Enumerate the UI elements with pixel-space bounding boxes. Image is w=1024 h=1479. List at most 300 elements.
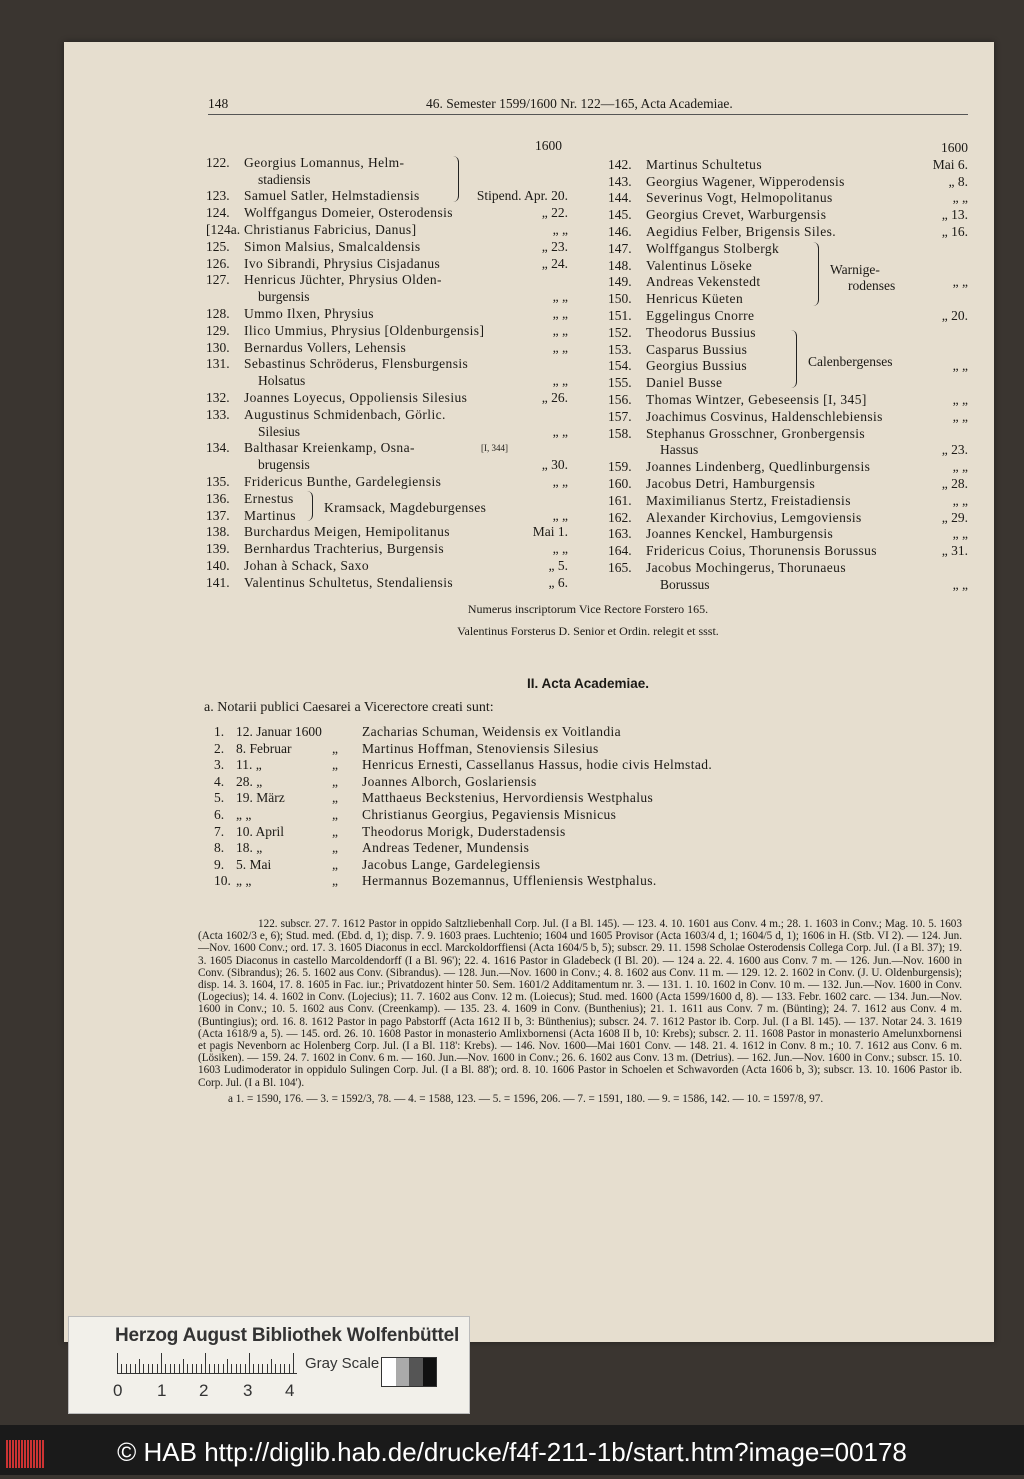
entry-name: Wolffgangus Stolbergk [646, 240, 780, 256]
entry-name: Jacobus Detri, Hamburgensis [646, 475, 816, 491]
entry-number: 141. [206, 574, 230, 590]
entry-number: 155. [608, 375, 632, 391]
copyright-text: © HAB http://diglib.hab.de/drucke/f4f-211-1b/start.htm?image=00178 [117, 1437, 907, 1467]
notarius-name: Christianus Georgius, Pegaviensis Misnicus [362, 806, 617, 822]
footnote-acta: a 1. = 1590, 176. — 3. = 1592/3, 78. — 4. = 1588, 123. — 5. = 1596, 206. — 7. = 1591, 180. — 9. = 1586, 142. — 10. = 1597/8, 97. [228, 1092, 824, 1105]
entry-row [206, 222, 568, 239]
ruler-tick [148, 1364, 149, 1373]
entry-number: 134. [206, 440, 230, 456]
entry-number: 136. [206, 490, 230, 506]
entry-row [608, 426, 968, 443]
entry-number: 162. [608, 509, 632, 525]
notarius-ditto: „ [332, 840, 338, 856]
ruler-tick [130, 1364, 131, 1373]
entry-name: Georgius Lomannus, Helm- [244, 154, 405, 170]
entry-row [206, 440, 568, 457]
entry-number: 157. [608, 408, 632, 424]
entry-name: Valentinus Schultetus, Stendaliensis [244, 574, 454, 590]
entry-name: Ernestus [244, 490, 294, 506]
entry-row [206, 306, 568, 323]
entry-row [608, 526, 968, 543]
notarius-row [214, 741, 814, 758]
entry-row [608, 510, 968, 527]
entry-row [608, 476, 968, 493]
entry-date: „ 6. [548, 574, 568, 590]
entry-name: Simon Malsius, Smalcaldensis [244, 238, 421, 254]
entry-number: 135. [206, 473, 230, 489]
entry-date: „ „ [552, 473, 568, 489]
entry-name: Eggelingus Cnorre [646, 307, 755, 323]
entry-row [206, 524, 568, 541]
notarius-ditto: „ [332, 823, 338, 839]
entry-row [206, 558, 568, 575]
entry-row [206, 172, 568, 189]
entry-date: „ „ [552, 507, 568, 523]
entry-number: 133. [206, 406, 230, 422]
entry-name: Christianus Fabricius, Danus] [244, 221, 417, 237]
entry-name: Joannes Loyecus, Oppoliensis Silesius [244, 389, 468, 405]
entry-name: Sebastinus Schröderus, Flensburgensis [244, 356, 469, 372]
entry-name: Casparus Bussius [646, 341, 748, 357]
notarius-row [214, 724, 814, 741]
entry-date: „ 5. [548, 557, 568, 573]
notarius-name: Theodorus Morigk, Duderstadensis [362, 823, 566, 839]
entry-name: Henricus Jüchter, Phrysius Olden- [244, 272, 442, 288]
ruler-tick [126, 1364, 127, 1373]
entry-name: Theodorus Bussius [646, 324, 756, 340]
entry-name: Henricus Küeten [646, 291, 744, 307]
entry-row [608, 409, 968, 426]
ruler-tick [196, 1364, 197, 1373]
entry-row [206, 205, 568, 222]
entry-row [608, 190, 968, 207]
notarius-row [214, 774, 814, 791]
ruler-tick [165, 1364, 166, 1373]
entry-row [206, 256, 568, 273]
entry-row [608, 157, 968, 174]
entry-number: 149. [608, 274, 632, 290]
entry-row [206, 356, 568, 373]
entry-number: 131. [206, 356, 230, 372]
entry-name: Holsatus [258, 373, 306, 389]
notarius-row [214, 824, 814, 841]
entry-name: Thomas Wintzer, Gebeseensis [I, 345] [646, 391, 867, 407]
entry-number: 132. [206, 389, 230, 405]
notarius-name: Hermannus Bozemannus, Uffleniensis Westphalus. [362, 873, 657, 889]
notarius-name: Andreas Tedener, Mundensis [362, 840, 530, 856]
ruler-tick [280, 1364, 281, 1373]
notarius-ditto: „ [332, 773, 338, 789]
entry-name: burgensis [258, 289, 310, 305]
ruler-tick [135, 1364, 136, 1373]
entry-row [608, 342, 968, 359]
header-title: 46. Semester 1599/1600 Nr. 122—165, Acta Academiae. [426, 96, 733, 111]
entry-name: Ummo Ilxen, Phrysius [244, 305, 374, 321]
notarius-number: 5. [214, 790, 225, 806]
entry-date: „ 13. [941, 207, 968, 223]
notarius-date: 19. März [236, 790, 285, 806]
entry-row [608, 375, 968, 392]
entry-date: „ „ [552, 221, 568, 237]
entry-number: 128. [206, 305, 230, 321]
entry-number: 124. [206, 205, 230, 221]
ruler-tick [249, 1353, 250, 1373]
entry-name: Fridericus Coius, Thorunensis Borussus [646, 543, 877, 559]
entry-name: Martinus Schultetus [646, 156, 762, 172]
warnige-bracket [812, 242, 819, 306]
rodenses-label: rodenses [848, 278, 896, 293]
entry-row [206, 340, 568, 357]
entry-number: 152. [608, 324, 632, 340]
entry-name: Severinus Vogt, Helmopolitanus [646, 190, 833, 206]
entry-date: Mai 6. [932, 156, 968, 172]
notarius-date: 11. „ [236, 757, 262, 773]
notarius-ditto: „ [332, 856, 338, 872]
entry-number: 123. [206, 188, 230, 204]
barcode-icon [6, 1440, 48, 1468]
entry-number: 122. [206, 154, 230, 170]
entry-name: Aegidius Felber, Brigensis Siles. [646, 223, 837, 239]
entry-date: „ „ [952, 358, 968, 374]
ruler-tick [262, 1364, 263, 1373]
relegit-note: Valentinus Forsterus D. Senior et Ordin. relegit et ssst. [457, 624, 719, 638]
notarius-number: 9. [214, 856, 225, 872]
ruler-tick [258, 1364, 259, 1373]
notarius-name: Martinus Hoffman, Stenoviensis Silesius [362, 740, 599, 756]
calenberg-bracket [790, 330, 797, 388]
entry-name: Georgius Bussius [646, 358, 748, 374]
entry-number: 145. [608, 207, 632, 223]
entry-row [608, 493, 968, 510]
entry-row [608, 325, 968, 342]
entry-row [608, 577, 968, 594]
entry-number: 125. [206, 238, 230, 254]
ruler-tick [139, 1359, 140, 1373]
numerus-note: Numerus inscriptorum Vice Rectore Forstero 165. [467, 602, 709, 616]
entry-number: 164. [608, 543, 632, 559]
notarius-name: Henricus Ernesti, Cassellanus Hassus, hodie civis Helmstad. [362, 757, 713, 773]
entry-date: [I, 344] [481, 443, 508, 454]
right-column [608, 140, 968, 594]
entry-date: „ 22. [541, 205, 568, 221]
notarius-date: 18. „ [236, 840, 263, 856]
entry-row [206, 390, 568, 407]
notarius-row [214, 807, 814, 824]
notarius-row [214, 757, 814, 774]
entry-row [206, 155, 568, 172]
notarius-number: 2. [214, 740, 225, 756]
entry-row [608, 442, 968, 459]
kramsack-label: Kramsack, Magdeburgenses [324, 500, 487, 515]
notarius-date: „ „ [236, 806, 252, 822]
entry-name: Joachimus Cosvinus, Haldenschlebiensis [646, 408, 883, 424]
entry-name: Stephanus Grosschner, Gronbergensis [646, 425, 866, 441]
subsection-title: a. Notarii publici Caesarei a Vicerectore creati sunt: [204, 700, 494, 715]
right-year: 1600 [941, 140, 968, 155]
entry-name: Valentinus Löseke [646, 257, 753, 273]
ruler-tick [157, 1364, 158, 1373]
entry-name: Fridericus Bunthe, Gardelegiensis [244, 473, 442, 489]
notarius-date: 10. April [236, 823, 285, 839]
entry-date: „ „ [952, 492, 968, 508]
notarius-number: 8. [214, 840, 225, 856]
notarius-number: 4. [214, 773, 225, 789]
ruler-tick [152, 1364, 153, 1373]
ruler-tick [192, 1364, 193, 1373]
notarius-date: 5. Mai [236, 856, 272, 872]
notarius-date: 8. Februar [236, 740, 292, 756]
entry-row [206, 424, 568, 441]
entry-number: 148. [608, 257, 632, 273]
entry-date: „ „ [952, 190, 968, 206]
ruler-tick [121, 1364, 122, 1373]
ruler-tick [284, 1364, 285, 1373]
kramsack-bracket [306, 491, 313, 521]
entry-number: 144. [608, 190, 632, 206]
entry-name: Daniel Busse [646, 375, 723, 391]
entry-number: 139. [206, 541, 230, 557]
ruler-tick [289, 1364, 290, 1373]
entry-name: Hassus [660, 442, 699, 458]
entry-number: 160. [608, 475, 632, 491]
entry-number: 143. [608, 173, 632, 189]
page-number: 148 [208, 96, 229, 111]
entry-number: 142. [608, 156, 632, 172]
entry-row [608, 358, 968, 375]
entry-row [206, 323, 568, 340]
entry-name: Bernhardus Trachterius, Burgensis [244, 541, 445, 557]
entry-row [206, 272, 568, 289]
entry-number: 146. [608, 223, 632, 239]
library-name: Herzog August Bibliothek Wolfenbüttel [115, 1325, 460, 1346]
entry-date: „ „ [552, 289, 568, 305]
stipend-bracket [452, 156, 459, 202]
entry-date: „ 23. [941, 442, 968, 458]
entry-name: Alexander Kirchovius, Lemgoviensis [646, 509, 862, 525]
entry-row [608, 291, 968, 308]
color-scale-strip [68, 1316, 470, 1414]
notarius-date: 28. „ [236, 773, 263, 789]
ruler-number-4: 4 [285, 1381, 295, 1400]
gray-scale-label: Gray Scale [305, 1355, 380, 1372]
entry-name: Augustinus Schmidenbach, Görlic. [244, 406, 446, 422]
ruler-tick [179, 1364, 180, 1373]
ruler-tick [205, 1353, 206, 1373]
ruler-tick [223, 1364, 224, 1373]
entry-name: Samuel Satler, Helmstadiensis [244, 188, 420, 204]
entry-date: „ „ [952, 459, 968, 475]
ruler-tick [143, 1364, 144, 1373]
entry-number: 161. [608, 492, 632, 508]
notarius-date: „ „ [236, 873, 252, 889]
entry-date: „ 31. [941, 543, 968, 559]
notarius-name: Joannes Alborch, Goslariensis [362, 773, 537, 789]
ruler-tick [227, 1359, 228, 1373]
entry-date: „ 20. [941, 307, 968, 323]
notarius-row [214, 857, 814, 874]
left-year: 1600 [535, 138, 562, 153]
entry-date: „ „ [952, 408, 968, 424]
entry-row [206, 541, 568, 558]
entry-date: „ „ [552, 541, 568, 557]
entry-date: „ 16. [941, 223, 968, 239]
notarius-ditto: „ [332, 790, 338, 806]
footnotes [198, 918, 962, 1109]
ruler-tick [201, 1364, 202, 1373]
notarius-ditto: „ [332, 757, 338, 773]
entry-number: 165. [608, 559, 632, 575]
entry-row [608, 560, 968, 577]
notarius-date: 12. Januar 1600 [236, 724, 322, 739]
entry-number: 137. [206, 507, 230, 523]
entry-row [608, 543, 968, 560]
ruler-tick [214, 1364, 215, 1373]
entry-number: 158. [608, 425, 632, 441]
left-column [206, 138, 568, 592]
entry-row [206, 575, 568, 592]
entry-date: Mai 1. [532, 524, 568, 540]
entry-date: „ „ [552, 423, 568, 439]
calenbergenses-label: Calenbergenses [808, 354, 893, 369]
entry-row [608, 224, 968, 241]
entry-number: 154. [608, 358, 632, 374]
entry-number: 140. [206, 557, 230, 573]
entry-number: [124a. [206, 221, 241, 237]
entry-date: „ „ [952, 526, 968, 542]
ruler-tick [293, 1353, 294, 1373]
entry-date: „ 30. [541, 457, 568, 473]
ruler-tick [161, 1353, 162, 1373]
entry-name: Silesius [258, 423, 301, 439]
entry-date: „ „ [952, 576, 968, 592]
entry-date: „ „ [952, 274, 968, 290]
entry-date: „ „ [552, 305, 568, 321]
entry-number: 147. [608, 240, 632, 256]
notarius-ditto: „ [332, 806, 338, 822]
entry-row [206, 407, 568, 424]
entry-row [608, 392, 968, 409]
ruler-tick [236, 1364, 237, 1373]
entry-date: „ „ [952, 391, 968, 407]
entry-row [206, 289, 568, 306]
entry-name: Georgius Crevet, Warburgensis [646, 207, 827, 223]
ruler-tick [117, 1353, 118, 1373]
entry-date: Stipend. Apr. 20. [476, 188, 568, 204]
notarius-number: 7. [214, 823, 225, 839]
ruler-number-0: 0 [113, 1381, 123, 1400]
entry-number: 129. [206, 322, 230, 338]
entry-name: Ilico Ummius, Phrysius [Oldenburgensis] [244, 322, 485, 338]
entry-number: 156. [608, 391, 632, 407]
ruler-tick [253, 1364, 254, 1373]
entry-name: Borussus [660, 576, 710, 592]
footnote-entries: 122. subscr. 27. 7. 1612 Pastor in oppido Saltzliebenhall Corp. Jul. (I a Bl. 145). — 123. 4. 10. 1601 aus Conv. 4 m.; 28. 1. 1603 in Conv.; Mag. 10. 5. 1603 (Acta 1602/3 e, 6); Stud. med. (Ebd. d, 1); disp. 7. 9. 1603 praes. Luchtenio; 1604 und 1605 Provisor (Acta 1603/4 d, 1; 1604/5 d, 1); 1606 in H. (Stb. VI 2). — 124. Jun.—Nov. 1600 Conv.; ord. 17. 3. 1605 Diaconus in eccl. Marckoldorffiensi (Acta 1604/5 b, 5); subscr. 29. 11. 1598 Scholae Osterodensis Collega Corp. Jul. (I a Bl. 37); 19. 3. 1605 Diaconus in castello Marcoldendorff (I a Bl. 96'); 22. 4. 1616 Pastor in Gladebeck (I Bl. 20). — 124 a. 22. 4. 1600 aus Conv. 7 m. — 126. Jun.—Nov. 1600 in Conv. (Sibrandus); 26. 5. 1602 aus Conv. (Sibrandus). — 128. Jun.—Nov. 1600 in Conv.; 4. 8. 1602 aus Conv. 11 m. — 129. 12. 2. 1602 in Conv. (J. U. Oldenburgensis); disp. 14. 3. 1604, 17. 8. 1605 in Fac. iur.; Privatdozent hinter 50. Sem. 1601/2 Additamentum nr. 3. — 131. 1. 10. 1602 in Conv. 10 m. — 132. Jun.—Nov. 1600 in Conv. (Logecius); 14. 4. 1602 in Conv. (Lojecius); 11. 7. 1602 aus Conv. 12 m. (Loiecus); Stud. med. 1600 (Acta 1599/1600 d, 8). — 133. Febr. 1602 carc. — 134. Jun.—Nov. 1600 in Conv.; 10. 5. 1602 aus Conv. (Creenkamp). — 135. 23. 4. 1609 in Conv. (Bunthenius); 21. 1. 1611 aus Conv. 7 m. (Bünting); 24. 7. 1612 aus Conv. 4 m. (Buntingius); ord. 16. 8. 1612 Pastor in pago Pabstorff (Acta 1612 II b, 3: Bünthenius); subscr. 24. 7. 1612 Pastor ib. Corp. Jul. (I a Bl. 145). — 137. Notar 24. 3. 1619 (Acta 1618/9 a, 5). — 145. ord. 26. 10. 1608 Pastor in monasterio Amlixbornensi (Acta 1608 II b, 10: Krebs); subscr. 2. 11. 1608 Pastor in monasterio Amelunxbornensi et pagis Nevenborn ac Holenberg Corp. Jul. (I a Bl. 118': Krebs). — 146. Nov. 1600—Mai 1601 Conv. — 148. 21. 4. 1612 in Conv. 8 m.; 10. 7. 1612 aus Conv. 6 m. (Lösiken). — 159. 24. 7. 1602 in Conv. 6 m. — 160. Jun.—Nov. 1600 in Conv.; 26. 6. 1602 aus Conv. 13 m. (Detrius). — 162. Jun.—Nov. 1600 in Conv.; subscr. 15. 10. 1603 Ludimoderator in oppidulo Sulingen Corp. Jul. (I a Bl. 88'); ord. 8. 10. 1606 Pastor in Schoelen et Schwavorden (Acta 1606 b, 3); subscr. 13. 10. 1606 Pastor ib. Corp. Jul. (I a Bl. 104'). [198, 918, 962, 1089]
entry-row [206, 188, 568, 205]
notarius-row [214, 873, 814, 890]
entry-date: „ 28. [941, 475, 968, 491]
entry-date: „ „ [552, 339, 568, 355]
entry-name: stadiensis [258, 171, 311, 187]
ruler-tick [187, 1364, 188, 1373]
notarius-number: 6. [214, 806, 225, 822]
entry-date: „ „ [552, 322, 568, 338]
section-title: II. Acta Academiae. [526, 676, 650, 691]
ruler-number-2: 2 [199, 1381, 209, 1400]
entry-number: 151. [608, 307, 632, 323]
entry-name: Andreas Vekenstedt [646, 274, 761, 290]
entry-row [206, 457, 568, 474]
notarii-list [214, 724, 814, 890]
entry-name: Burchardus Meigen, Hemipolitanus [244, 524, 450, 540]
entry-name: Ivo Sibrandi, Phrysius Cisjadanus [244, 255, 441, 271]
copyright-footer [0, 1425, 1024, 1475]
ruler-tick [275, 1364, 276, 1373]
entry-row [206, 474, 568, 491]
entry-name: Wolffgangus Domeier, Osterodensis [244, 205, 453, 221]
ruler-tick [271, 1359, 272, 1373]
entry-row [608, 207, 968, 224]
notarius-name: Zacharias Schuman, Weidensis ex Voitlandia [362, 724, 622, 739]
entry-name: Balthasar Kreienkamp, Osna- [244, 440, 415, 456]
ruler-tick [240, 1364, 241, 1373]
entry-row [206, 239, 568, 256]
entry-number: 138. [206, 524, 230, 540]
ruler-tick [209, 1364, 210, 1373]
entry-number: 150. [608, 291, 632, 307]
entry-date: „ 8. [948, 173, 968, 189]
entry-name: Georgius Wagener, Wipperodensis [646, 173, 845, 189]
entry-row [608, 459, 968, 476]
notarius-name: Matthaeus Beckstenius, Hervordiensis Westphalus [362, 790, 654, 806]
notarius-number: 1. [214, 724, 225, 739]
entry-number: 153. [608, 341, 632, 357]
entry-row [608, 174, 968, 191]
entry-row [608, 274, 968, 291]
entry-name: Martinus [244, 507, 296, 523]
entry-row [206, 373, 568, 390]
entry-number: 130. [206, 339, 230, 355]
entry-name: Maximilianus Stertz, Freistadiensis [646, 492, 851, 508]
notarius-ditto: „ [332, 740, 338, 756]
entry-name: brugensis [258, 457, 310, 473]
entry-number: 126. [206, 255, 230, 271]
entry-row [608, 308, 968, 325]
ruler-tick [267, 1364, 268, 1373]
notarius-row [214, 840, 814, 857]
entry-name: Bernardus Vollers, Lehensis [244, 339, 407, 355]
entry-number: 163. [608, 526, 632, 542]
warnige-label: Warnige- [830, 262, 880, 277]
ruler-tick [231, 1364, 232, 1373]
gray-scale-swatch [381, 1357, 437, 1387]
running-header [208, 92, 968, 115]
entry-date: „ 26. [541, 389, 568, 405]
entry-number: 127. [206, 272, 230, 288]
notarius-number: 10. [214, 873, 231, 889]
entry-date: „ „ [552, 373, 568, 389]
notarius-ditto: „ [332, 873, 338, 889]
entry-name: Joannes Kenckel, Hamburgensis [646, 526, 834, 542]
ruler-tick [245, 1364, 246, 1373]
notarius-number: 3. [214, 757, 225, 773]
ruler-tick [170, 1364, 171, 1373]
ruler-number-1: 1 [157, 1381, 167, 1400]
entry-number: 159. [608, 459, 632, 475]
notarius-row [214, 790, 814, 807]
ruler-number-3: 3 [243, 1381, 253, 1400]
ruler-tick [183, 1359, 184, 1373]
notarius-name: Jacobus Lange, Gardelegiensis [362, 856, 541, 872]
